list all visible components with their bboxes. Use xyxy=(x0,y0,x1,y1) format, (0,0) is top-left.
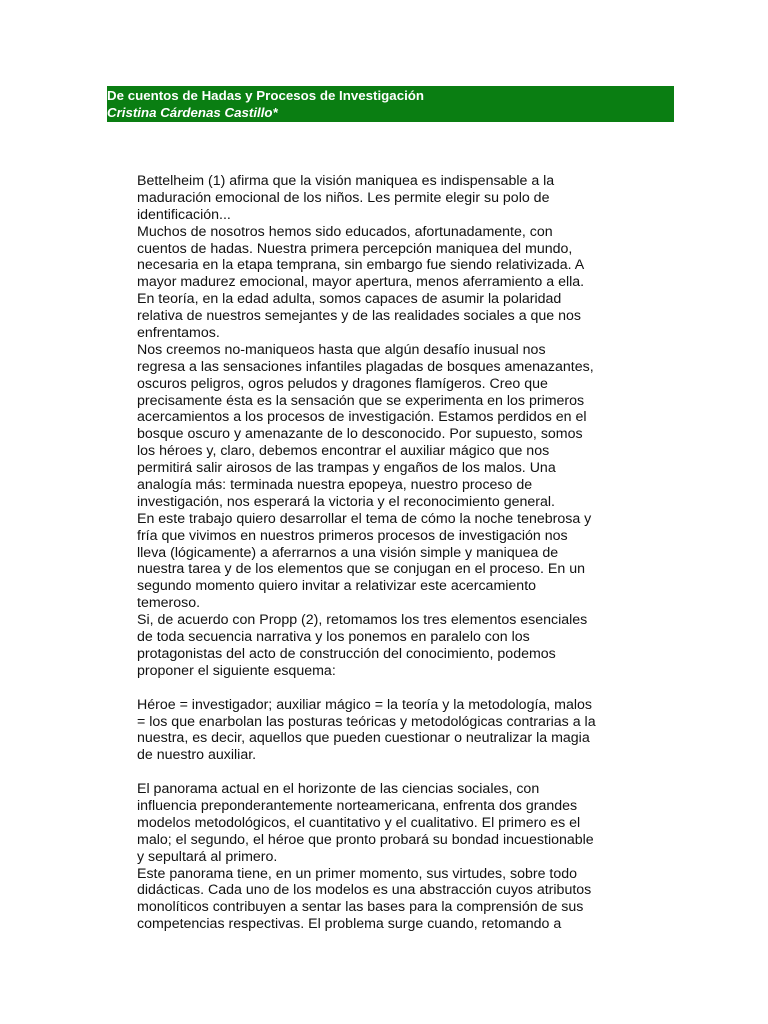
text-line: mayor madurez emocional, mayor apertura, menos aferramiento a ella. xyxy=(137,274,585,291)
text-line: necesaria en la etapa temprana, sin embargo fue siendo relativizada. A xyxy=(137,257,585,274)
text-line: enfrentamos. xyxy=(137,325,220,342)
text-line: lleva (lógicamente) a aferrarnos a una visión simple y maniquea de xyxy=(137,544,559,561)
text-line: investigación, nos esperará la victoria y el reconocimiento general. xyxy=(137,493,555,510)
text-line: Héroe = investigador; auxiliar mágico = la teoría y la metodología, malos xyxy=(137,696,593,713)
text-line: acercamientos a los procesos de investigación. Estamos perdidos en el xyxy=(137,409,587,426)
text-line: Si, de acuerdo con Propp (2), retomamos los tres elementos esenciales xyxy=(137,612,588,629)
text-line: = los que enarbolan las posturas teóricas y metodológicas contrarias a la xyxy=(137,713,596,730)
text-line: didácticas. Cada uno de los modelos es una abstracción cuyos atributos xyxy=(137,882,592,899)
text-line: proponer el siguiente esquema: xyxy=(137,662,336,679)
text-line: segundo momento quiero invitar a relativizar este acercamiento xyxy=(137,578,537,595)
text-line: los héroes y, claro, debemos encontrar el auxiliar mágico que nos xyxy=(137,443,550,460)
text-line: fría que vivimos en nuestros primeros procesos de investigación nos xyxy=(137,527,568,544)
text-line: Este panorama tiene, en un primer momento, sus virtudes, sobre todo xyxy=(137,865,578,882)
text-line: monolíticos contribuyen a sentar las bases para la comprensión de sus xyxy=(137,899,584,916)
text-line: y sepultará al primero. xyxy=(137,848,278,865)
document-author: Cristina Cárdenas Castillo* xyxy=(107,105,278,120)
text-line: bosque oscuro y amenazante de lo desconocido. Por supuesto, somos xyxy=(137,426,583,443)
text-line: nuestra tarea y de los elementos que se conjugan en el proceso. En un xyxy=(137,561,585,578)
text-line: Nos creemos no-maniqueos hasta que algún desafío inusual nos xyxy=(137,341,546,358)
text-line: analogía más: terminada nuestra epopeya, nuestro proceso de xyxy=(137,477,533,494)
text-line: Muchos de nosotros hemos sido educados, afortunadamente, con xyxy=(137,223,553,240)
text-line: En teoría, en la edad adulta, somos capaces de asumir la polaridad xyxy=(137,291,562,308)
text-line: modelos metodológicos, el cuantitativo y el cualitativo. El primero es el xyxy=(137,814,581,831)
text-line: nuestra, es decir, aquellos que pueden cuestionar o neutralizar la magia xyxy=(137,730,590,747)
document-body xyxy=(137,173,647,933)
text-line xyxy=(137,764,647,781)
text-line: regresa a las sensaciones infantiles plagadas de bosques amenazantes, xyxy=(137,358,594,375)
text-line: influencia preponderantemente norteamericana, enfrenta dos grandes xyxy=(137,797,578,814)
text-line: relativa de nuestros semejantes y de las realidades sociales a que nos xyxy=(137,308,582,325)
text-line: protagonistas del acto de construcción del conocimiento, podemos xyxy=(137,645,556,662)
text-line: cuentos de hadas. Nuestra primera percepción maniquea del mundo, xyxy=(137,240,573,257)
text-line: El panorama actual en el horizonte de las ciencias sociales, con xyxy=(137,781,540,798)
document-title: De cuentos de Hadas y Procesos de Investigación xyxy=(107,88,425,103)
text-line: temeroso. xyxy=(137,595,201,612)
text-line: precisamente ésta es la sensación que se experimenta en los primeros xyxy=(137,392,585,409)
text-line: competencias respectivas. El problema surge cuando, retomando a xyxy=(137,916,562,933)
text-line: identificación... xyxy=(137,206,231,223)
text-line: maduración emocional de los niños. Les permite elegir su polo de xyxy=(137,189,550,206)
text-line xyxy=(137,680,647,697)
text-line: de toda secuencia narrativa y los ponemos en paralelo con los xyxy=(137,629,530,646)
text-line: oscuros peligros, ogros peludos y dragones flamígeros. Creo que xyxy=(137,375,548,392)
text-line: Bettelheim (1) afirma que la visión maniquea es indispensable a la xyxy=(137,173,555,189)
text-line: malo; el segundo, el héroe que pronto probará su bondad incuestionable xyxy=(137,831,594,848)
title-banner xyxy=(107,86,674,122)
text-line: En este trabajo quiero desarrollar el tema de cómo la noche tenebrosa y xyxy=(137,510,592,527)
text-line: permitirá salir airosos de las trampas y engaños de los malos. Una xyxy=(137,460,556,477)
text-line: de nuestro auxiliar. xyxy=(137,747,257,764)
